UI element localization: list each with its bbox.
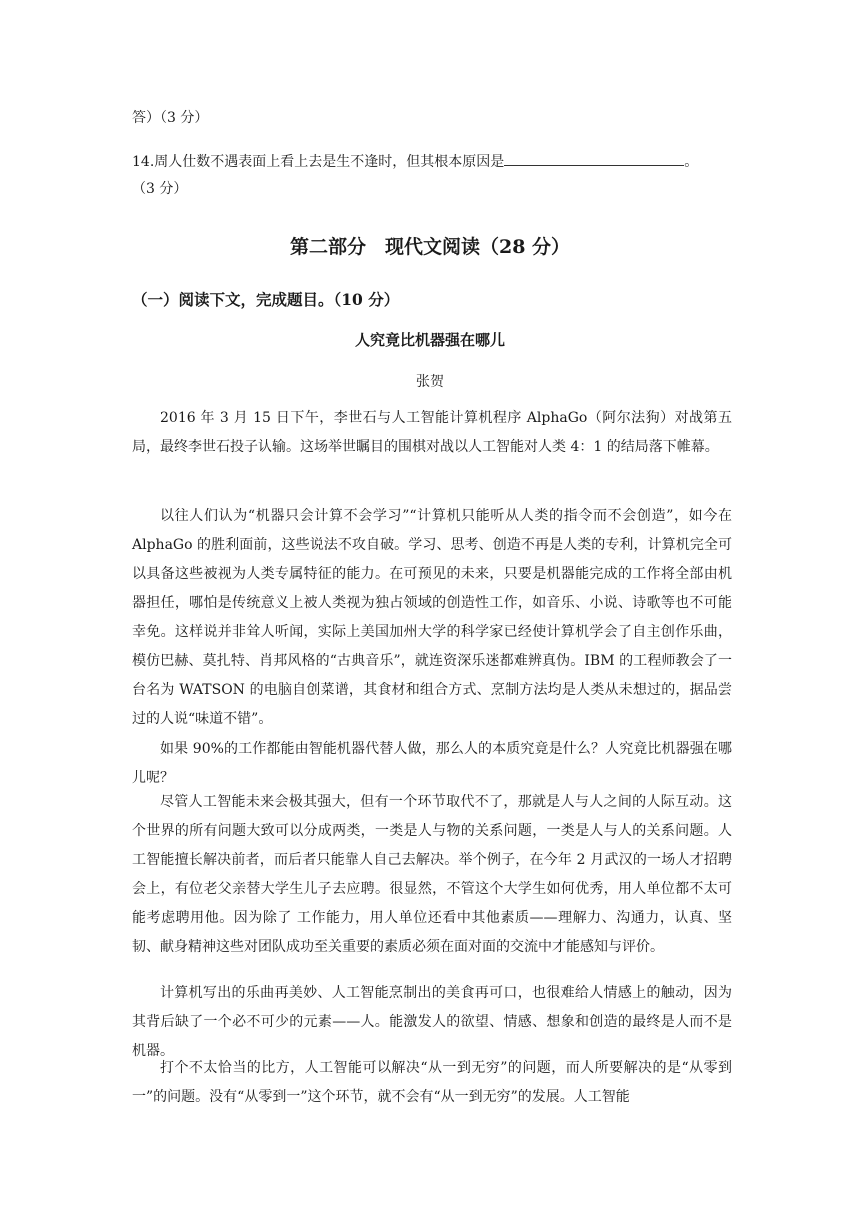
question-14-score: （3 分） (132, 181, 188, 197)
paragraph-4: 尽管人工智能未来会极其强大，但有一个环节取代不了，那就是人与人之间的人际互动。这个世界的所有问题大致可以分成两类，一类是人与物的关系问题，一类是人与人的关系问题。人工智能擅长解决前者，而后者只能靠人自己去解决。举个例子，在今年 2 月武汉的一场人才招聘会上，有位老父亲替大学生儿子去应聘。很显然，不管这个大学生如何优秀，用人单位都不太可能考虑聘用他。因为除了 工作能力，用人单位还看中其他素质——理解力、沟通力，认真、坚韧、献身精神这些对团队成功至关重要的素质必须在面对面的交流中才能感知与评价。 (132, 794, 732, 955)
previous-answer-continuation: 答）（3 分） (132, 110, 209, 126)
question-14-end: 。 (684, 154, 699, 170)
section-title: 第二部分 现代文阅读（28 分） (289, 236, 571, 258)
article-title: 人究竟比机器强在哪儿 (354, 331, 505, 349)
paragraph-3: 如果 90%的工作都能由智能机器代替人做，那么人的本质究竟是什么？人究竟比机器强在哪儿呢？ (132, 741, 732, 786)
sub-heading: （一）阅读下文，完成题目。（10 分） (132, 290, 400, 309)
paragraph-5: 计算机写出的乐曲再美妙、人工智能烹制出的美食再可口，也很难给人情感上的触动，因为其背后缺了一个必不可少的元素——人。能激发人的欲望、情感、想象和创造的最终是人而不是机器。 (132, 985, 732, 1059)
answer-blank[interactable] (504, 151, 684, 166)
article-author: 张贺 (416, 374, 444, 390)
question-14 (132, 151, 698, 172)
paragraph-6: 打个不太恰当的比方，人工智能可以解决“从一到无穷”的问题，而人所要解决的是“从零到一”的问题。没有“从零到一”这个环节，就不会有“从一到无穷”的发展。人工智能 (132, 1060, 732, 1105)
paragraph-1: 2016 年 3 月 15 日下午，李世石与人工智能计算机程序 AlphaGo（阿尔法狗）对战第五局，最终李世石投子认输。这场举世瞩目的围棋对战以人工智能对人类 4：1 的结局落下帷幕。 (132, 410, 732, 455)
paragraph-2: 以往人们认为“机器只会计算不会学习”“计算机只能听从人类的指令而不会创造”，如今在 AlphaGo 的胜利面前，这些说法不攻自破。学习、思考、创造不再是人类的专利，计算机完全可以具备这些被视为人类专属特征的能力。在可预见的未来，只要是机器能完成的工作将全部由机器担任，哪怕是传统意义上被人类视为独占领域的创造性工作，如音乐、小说、诗歌等也不可能幸免。这样说并非耸人听闻，实际上美国加州大学的科学家已经使计算机学会了自主创作乐曲，模仿巴赫、莫扎特、肖邦风格的“古典音乐”，就连资深乐迷都难辨真伪。IBM 的工程师教会了一台名为 WATSON 的电脑自创菜谱，其食材和组合方式、烹制方法均是人类从未想过的，据品尝过的人说“味道不错”。 (132, 508, 732, 727)
question-14-text: 14.周人仕数不遇表面上看上去是生不逢时，但其根本原因是 (132, 154, 505, 170)
